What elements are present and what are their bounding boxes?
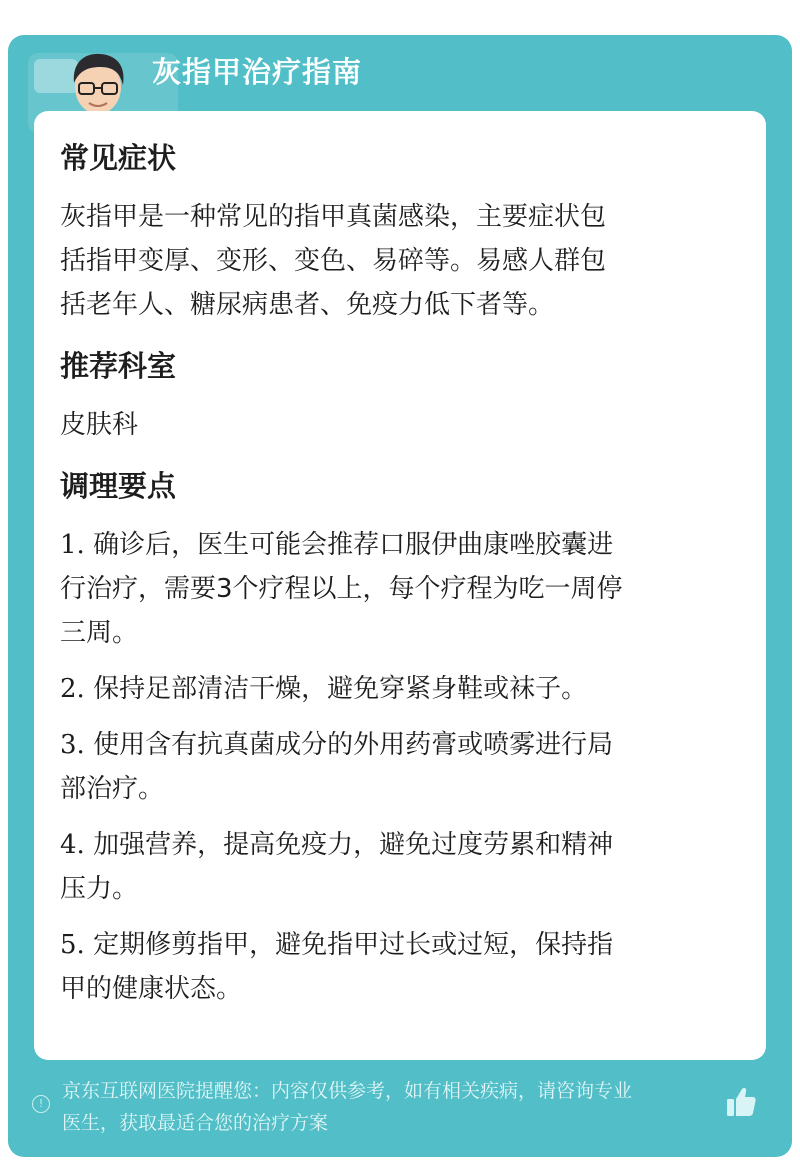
care-item-line [60,923,740,967]
care-item-line: 三周。 [60,618,139,648]
symptoms-text-line: 灰指甲是一种常见的指甲真菌感染，主要症状包 [60,202,607,232]
care-item-line [60,667,740,711]
symptoms-text-line: 括老年人、糖尿病患者、免疫力低下者等。 [60,290,555,320]
department-heading: 推荐科室 [60,349,177,383]
care-item-3 [60,723,740,811]
care-item-line: 压力。 [60,874,139,904]
care-item-text: 确诊后，医生可能会推荐口服伊曲康唑胶囊进 [93,530,614,560]
page-title: 灰指甲治疗指南 [152,55,363,89]
care-item-2 [60,667,740,711]
care-item-number: 3. [60,730,85,760]
symptoms-heading: 常见症状 [60,141,177,175]
content-card [34,111,766,1060]
care-item-line: 甲的健康状态。 [60,974,243,1004]
care-item-number: 4. [60,830,85,860]
care-item-line: 部治疗。 [60,774,165,804]
disclaimer-line: 京东互联网医院提醒您：内容仅供参考，如有相关疾病，请咨询专业 [62,1080,633,1102]
care-heading: 调理要点 [60,469,177,503]
care-item-line [60,723,740,767]
care-item-line [60,523,740,567]
disclaimer-line: 医生，获取最适合您的治疗方案 [62,1112,329,1134]
care-item-line [60,823,740,867]
care-item-5 [60,923,740,1011]
care-item-number: 2. [60,674,85,704]
care-item-number: 5. [60,930,85,960]
care-item-number: 1. [60,530,85,560]
info-icon: ! [32,1095,50,1113]
care-item-line: 行治疗，需要3个疗程以上，每个疗程为吃一周停 [60,574,623,604]
care-item-1 [60,523,740,655]
symptoms-text-line: 括指甲变厚、变形、变色、易碎等。易感人群包 [60,246,607,276]
disclaimer-text [62,1075,732,1139]
care-item-text: 定期修剪指甲，避免指甲过长或过短，保持指 [93,930,614,960]
care-item-4 [60,823,740,911]
care-item-text: 保持足部清洁干燥，避免穿紧身鞋或袜子。 [93,674,588,704]
thumbs-up-icon[interactable] [724,1085,758,1119]
disclaimer-footer [32,1073,772,1143]
care-item-text: 加强营养，提高免疫力，避免过度劳累和精神 [93,830,614,860]
care-item-text: 使用含有抗真菌成分的外用药膏或喷雾进行局 [93,730,614,760]
department-text: 皮肤科 [60,410,139,440]
